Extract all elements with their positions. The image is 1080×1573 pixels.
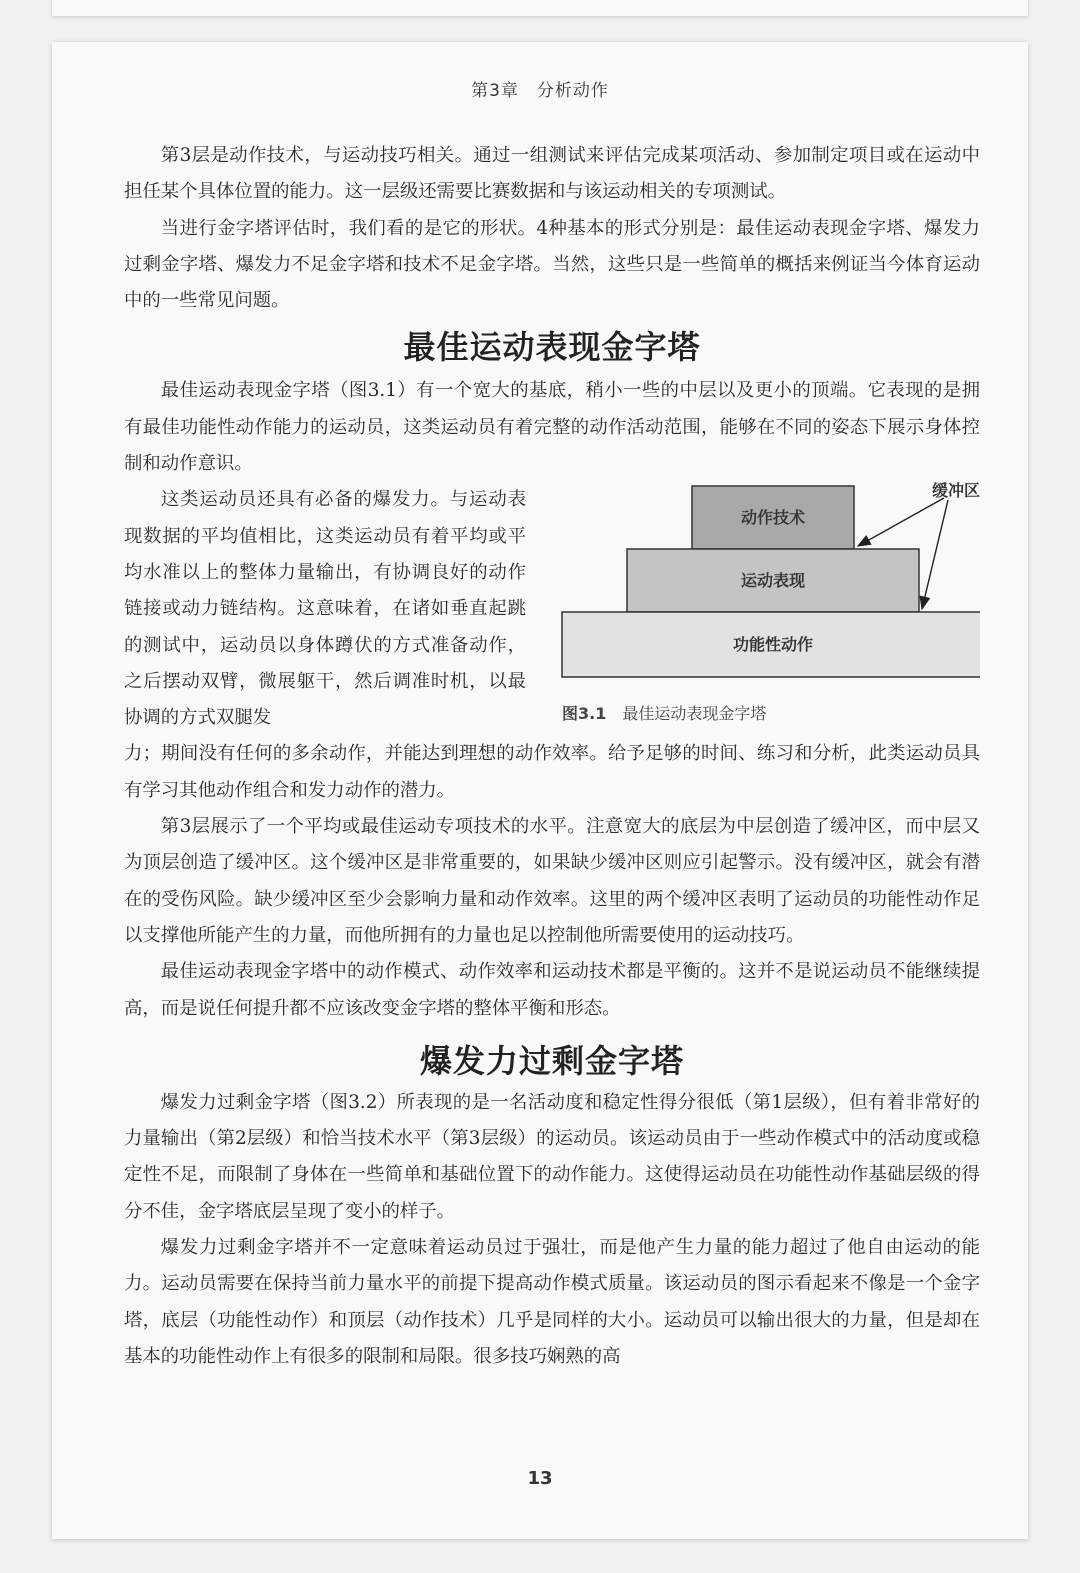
text-figure-block [124, 482, 980, 736]
figure-number: 图3.1 [562, 704, 607, 724]
best-paragraph-2-wrapped: 这类运动员还具有必备的爆发力。与运动表现数据的平均值相比，这类运动员有着平均或平均水准以上的整体力量输出，有协调良好的动作链接或动力链结构。这意味着，在诸如垂直起跳的测试中，运动员以身体蹲伏的方式准备动作，之后摆动双臂，微展躯干，然后调准时机，以最协调的方式双腿发 [124, 489, 526, 729]
previous-page-edge [52, 0, 1028, 16]
buffer-arrow-top [858, 498, 944, 546]
best-paragraph-4: 最佳运动表现金字塔中的动作模式、动作效率和运动技术都是平衡的。这并不是说运动员不能继续提高，而是说任何提升都不应该改变金字塔的整体平衡和形态。 [124, 961, 980, 1019]
page-content [124, 138, 980, 1375]
pyramid-top-label: 动作技术 [740, 508, 806, 528]
section-heading-explosive: 爆发力过剩金字塔 [419, 1041, 684, 1080]
intro-paragraph-1: 第3层是动作技术，与运动技巧相关。通过一组测试来评估完成某项活动、参加制定项目或在运动中担任某个具体位置的能力。这一层级还需要比赛数据和与该运动相关的专项测试。 [124, 145, 980, 203]
pyramid-middle-label: 运动表现 [740, 571, 806, 591]
figure-3-1 [556, 482, 980, 736]
page-number: 13 [527, 1468, 553, 1489]
buffer-zone-label: 缓冲区 [931, 482, 980, 501]
buffer-arrow-middle [922, 500, 948, 609]
best-paragraph-1: 最佳运动表现金字塔（图3.1）有一个宽大的基底，稍小一些的中层以及更小的顶端。它表现的是拥有最佳功能性动作能力的运动员，这类运动员有着完整的动作活动范围，能够在不同的姿态下展示身体控制和动作意识。 [124, 380, 980, 475]
intro-paragraph-2: 当进行金字塔评估时，我们看的是它的形状。4种基本的形式分别是：最佳运动表现金字塔、爆发力过剩金字塔、爆发力不足金字塔和技术不足金字塔。当然，这些只是一些简单的概括来例证当今体育运动中的一些常见问题。 [124, 217, 980, 312]
figure-caption [562, 696, 766, 732]
section-heading-best: 最佳运动表现金字塔 [403, 328, 701, 367]
figure-caption-text: 最佳运动表现金字塔 [622, 704, 767, 724]
pyramid-bottom-label: 功能性动作 [732, 635, 814, 655]
best-paragraph-2-continued: 力；期间没有任何的多余动作，并能达到理想的动作效率。给予足够的时间、练习和分析，此类运动员具有学习其他动作组合和发力动作的潜力。 [124, 743, 980, 801]
book-page [52, 42, 1028, 1539]
best-paragraph-3: 第3层展示了一个平均或最佳运动专项技术的水平。注意宽大的底层为中层创造了缓冲区，而中层又为顶层创造了缓冲区。这个缓冲区是非常重要的，如果缺少缓冲区则应引起警示。没有缓冲区，就会有潜在的受伤风险。缺少缓冲区至少会影响力量和动作效率。这里的两个缓冲区表明了运动员的功能性动作足以支撑他所能产生的力量，而他所拥有的力量也足以控制他所需要使用的运动技巧。 [124, 816, 980, 946]
explosive-paragraph-1: 爆发力过剩金字塔（图3.2）所表现的是一名活动度和稳定性得分很低（第1层级），但有着非常好的力量输出（第2层级）和恰当技术水平（第3层级）的运动员。该运动员由于一些动作模式中的活动度或稳定性不足，而限制了身体在一些简单和基础位置下的动作能力。这使得运动员在功能性动作基础层级的得分不佳，金字塔底层呈现了变小的样子。 [124, 1091, 980, 1222]
explosive-paragraph-2: 爆发力过剩金字塔并不一定意味着运动员过于强壮，而是他产生力量的能力超过了他自由运动的能力。运动员需要在保持当前力量水平的前提下提高动作模式质量。该运动员的图示看起来不像是一个金字塔，底层（功能性动作）和顶层（动作技术）几乎是同样的大小。运动员可以输出很大的力量，但是却在基本的功能性动作上有很多的限制和局限。很多技巧娴熟的高 [124, 1237, 980, 1367]
running-head: 第3章 分析动作 [471, 81, 609, 101]
